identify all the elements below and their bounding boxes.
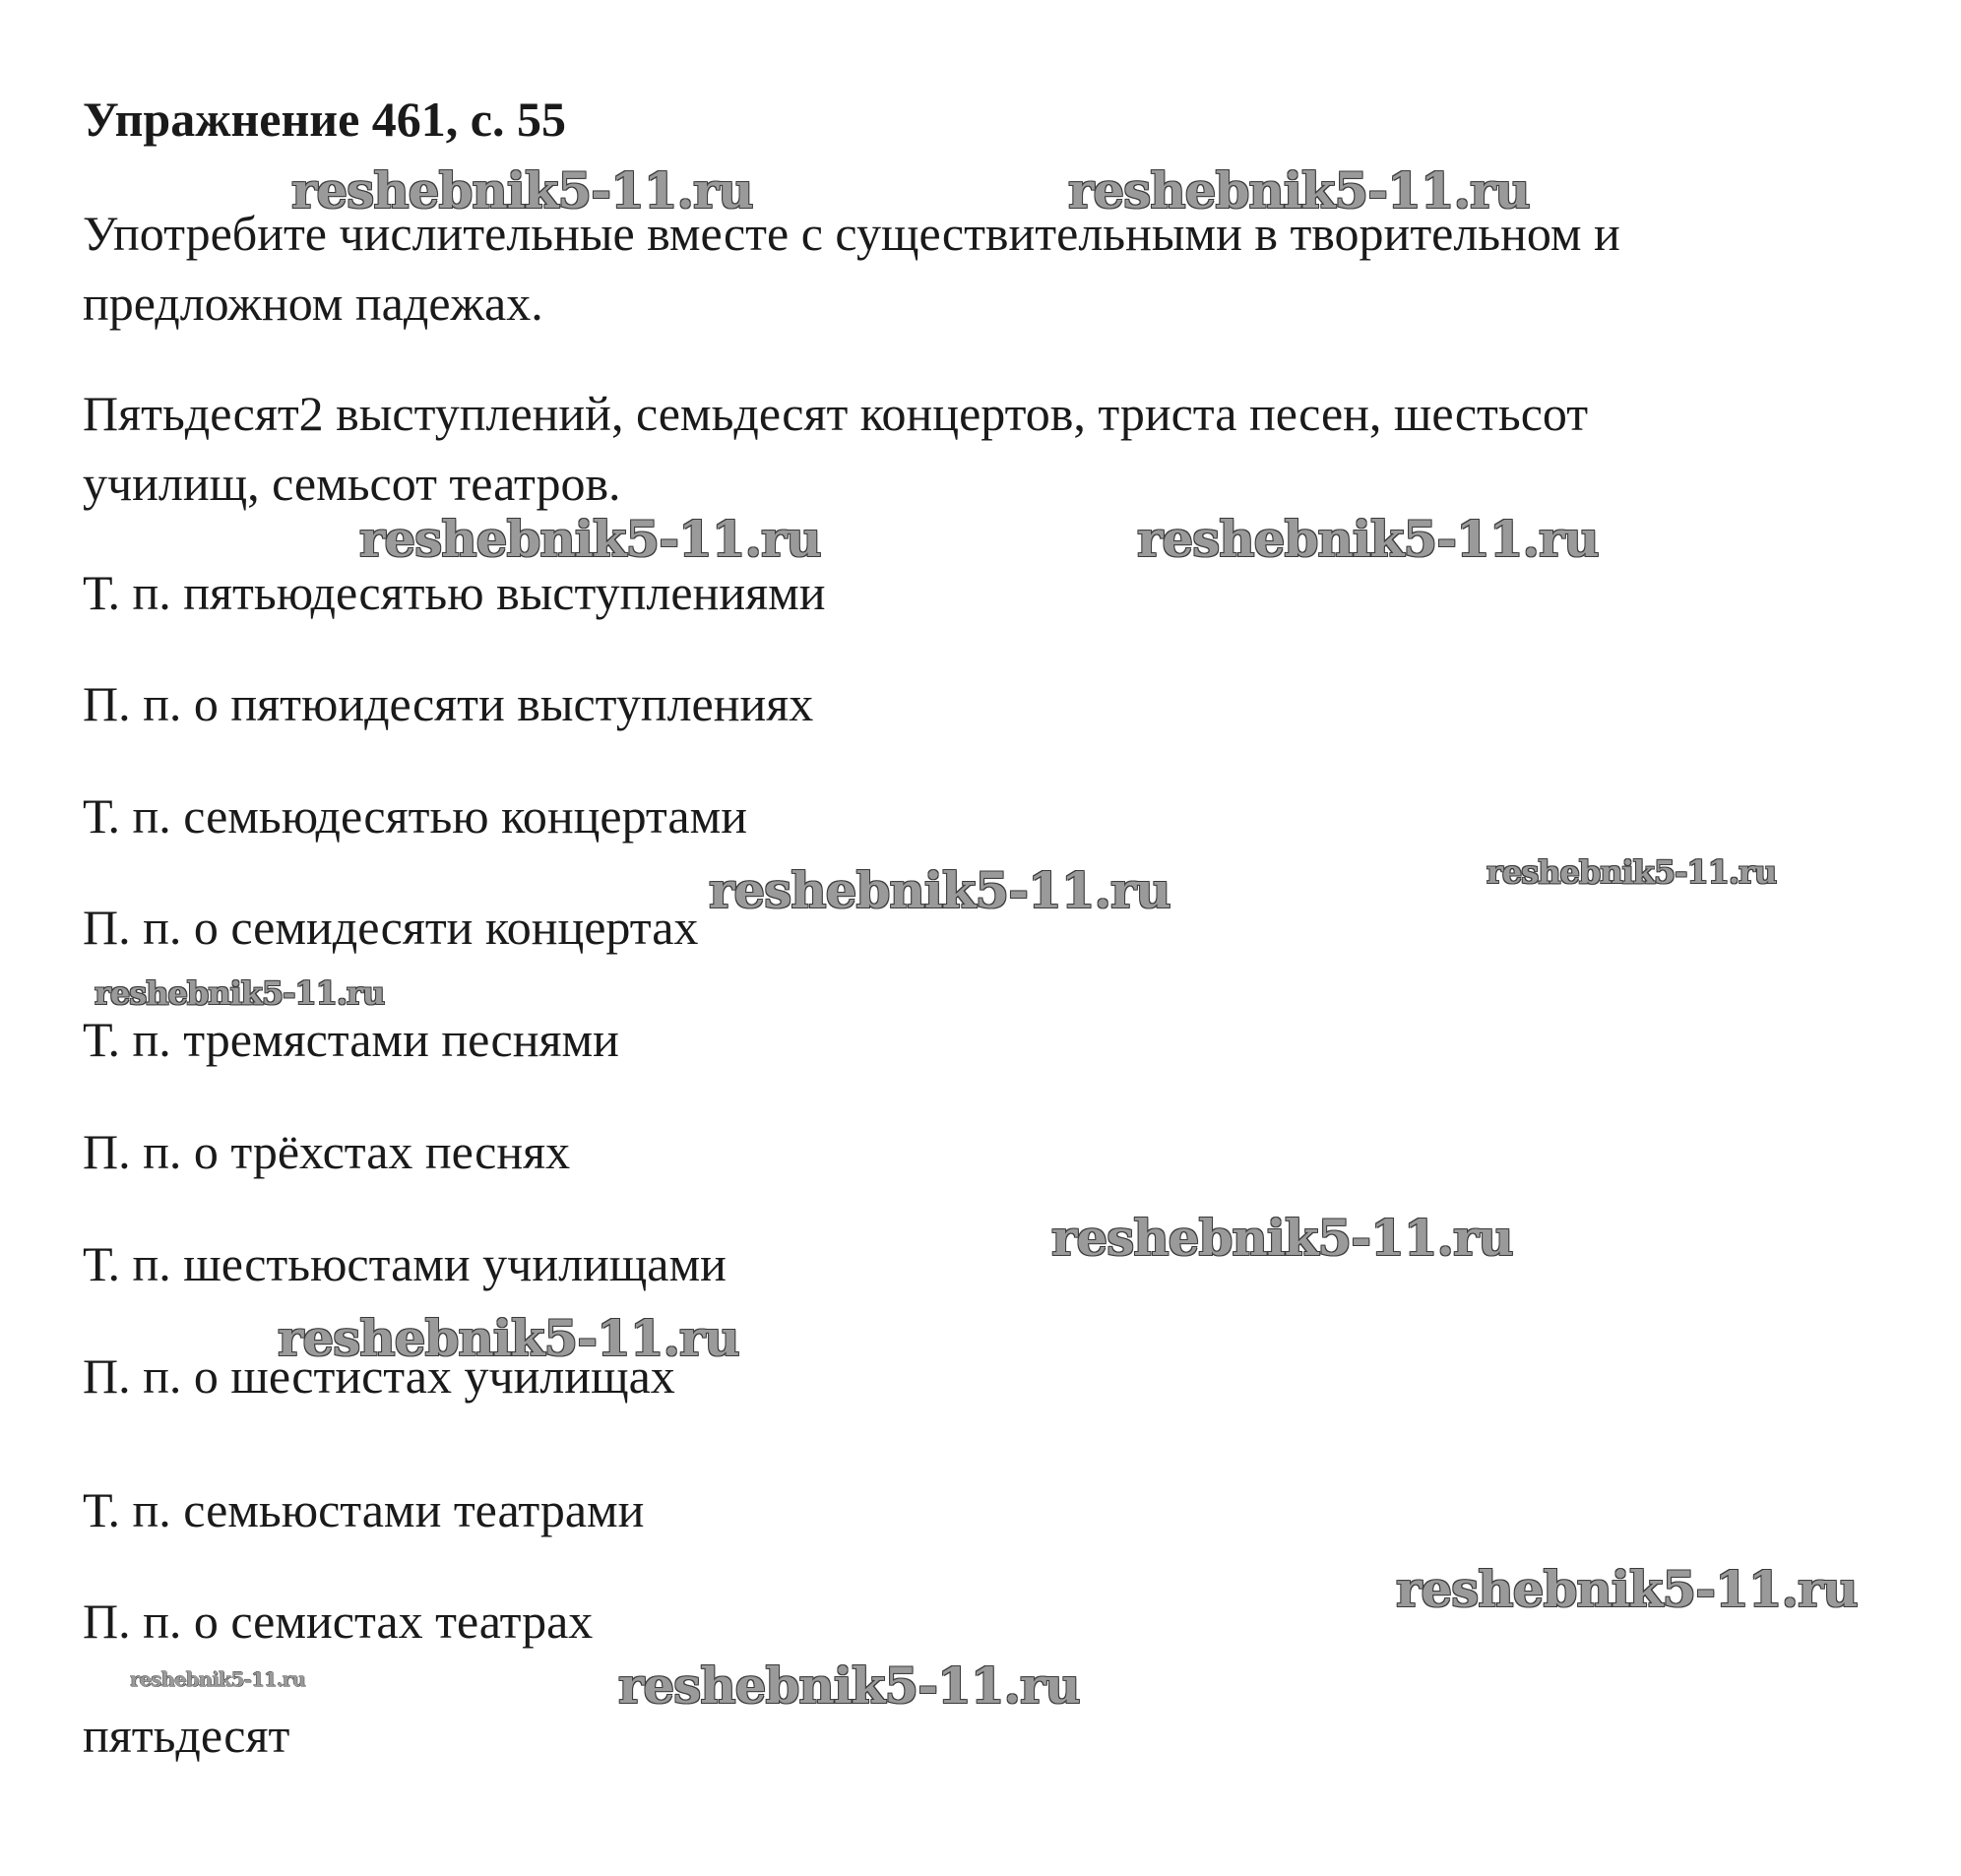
watermark: reshebnik5-11.ru (130, 1667, 305, 1691)
answer-line: П. п. о пятюидесяти выступлениях (83, 676, 814, 731)
watermark: reshebnik5-11.ru (1137, 510, 1599, 568)
watermark: reshebnik5-11.ru (1487, 853, 1777, 891)
task-line-2: предложном падежах. (83, 276, 543, 331)
answer-line: Т. п. пятьюдесятью выступлениями (83, 565, 826, 620)
answer-line: Т. п. тремястами песнями (83, 1012, 619, 1067)
answer-line: Т. п. семьюстами театрами (83, 1482, 645, 1537)
watermark: reshebnik5-11.ru (618, 1657, 1080, 1715)
answer-line: П. п. о семидесяти концертах (83, 900, 699, 955)
watermark: reshebnik5-11.ru (709, 861, 1170, 919)
footnote-word: пятьдесят (83, 1708, 290, 1763)
answer-line: П. п. о трёхстах песнях (83, 1124, 571, 1179)
watermark: reshebnik5-11.ru (1051, 1209, 1513, 1267)
watermark: reshebnik5-11.ru (95, 974, 385, 1012)
source-line-2: училищ, семьсот театров. (83, 456, 621, 511)
task-line-1: Употребите числительные вместе с существительными в творительном и (83, 206, 1620, 261)
answer-line: П. п. о шестистах училищах (83, 1348, 675, 1404)
watermark: reshebnik5-11.ru (359, 510, 821, 568)
watermark: reshebnik5-11.ru (1068, 161, 1530, 219)
source-line-1: Пятьдесят2 выступлений, семьдесят концертов, триста песен, шестьсот (83, 386, 1589, 441)
watermark: reshebnik5-11.ru (1396, 1560, 1858, 1618)
exercise-title: Упражнение 461, с. 55 (83, 92, 566, 147)
answer-line: П. п. о семистах театрах (83, 1594, 594, 1649)
answer-line: Т. п. семьюдесятью концертами (83, 788, 747, 844)
answer-line: Т. п. шестьюстами училищами (83, 1236, 727, 1291)
watermark: reshebnik5-11.ru (278, 1309, 739, 1367)
watermark: reshebnik5-11.ru (291, 161, 753, 219)
